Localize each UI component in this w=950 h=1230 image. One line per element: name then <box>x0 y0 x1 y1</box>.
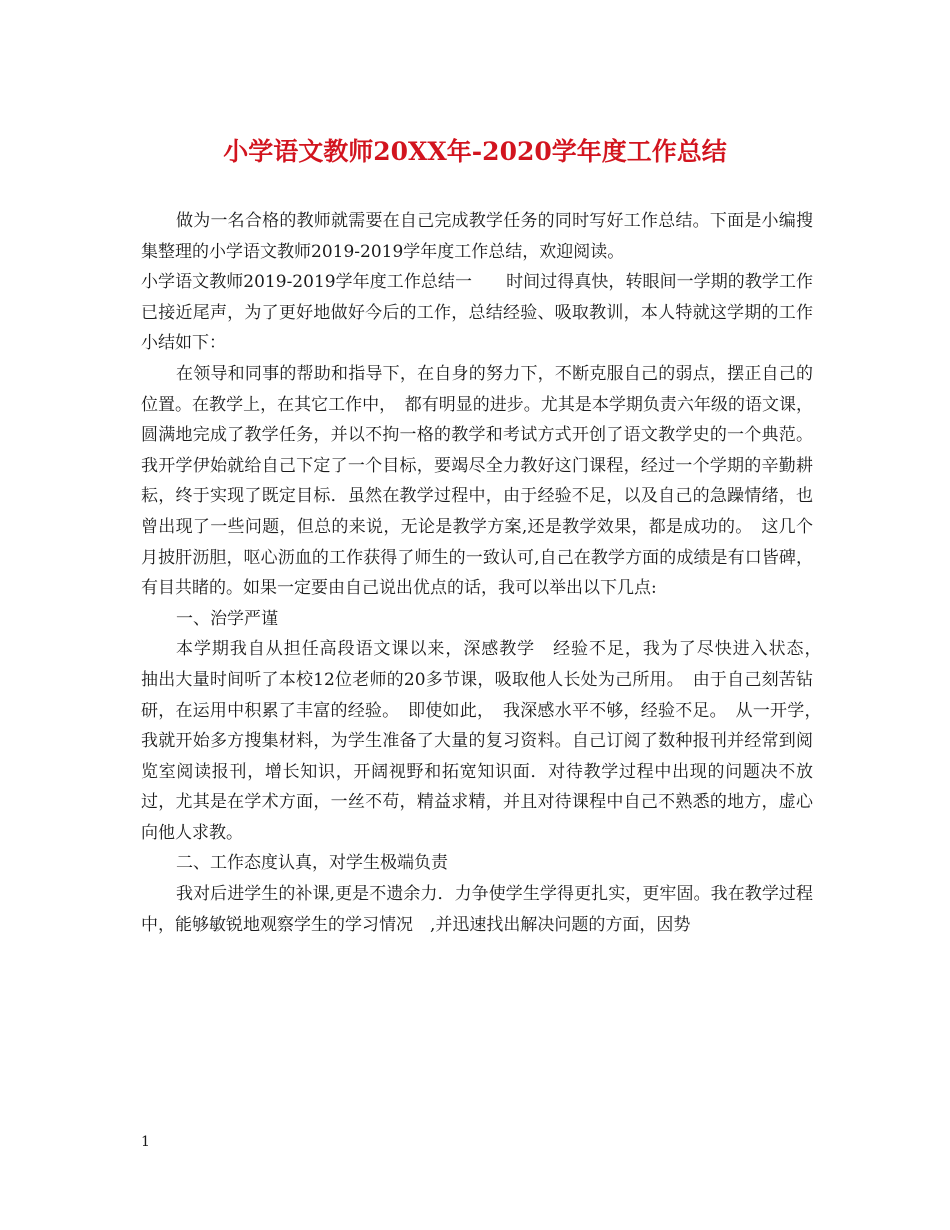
paragraph-intro: 做为一名合格的教师就需要在自己完成教学任务的同时写好工作总结。下面是小编搜集整理的小学语文教师2019-2019学年度工作总结，欢迎阅读。 <box>141 211 813 262</box>
paragraph-summary-one: 小学语文教师2019-2019学年度工作总结一 时间过得真快，转眼间一学期的教学工作已接近尾声，为了更好地做好今后的工作，总结经验、吸取教训，本人特就这学期的工作小结如下： <box>141 272 813 354</box>
paragraph-rigorous-study: 本学期我自从担任高段语文课以来，深感教学 经验不足，我为了尽快进入状态， 抽出大量时间听了本校12位老师的20多节课，吸取他人长处为己所用。 由于自己刻苦钻研，在运用中积累了丰富的经验。 即使如此， 我深感水平不够，经验不足。 从一开学， 我就开始多方搜集材料，为学生准备了大量的复习资料。自己订阅了数种报刊并经常到阅览室阅读报刊，增长知识，开阔视野和拓宽知识面．对待教学过程中出现的问题决不放过，尤其是在学术方面，一丝不苟，精益求精，并且对待课程中自己不熟悉的地方，虚心向他人求教。 <box>141 639 830 843</box>
paragraph-work-attitude: 我对后进学生的补课,更是不遗余力．力争使学生学得更扎实，更牢固。我在教学过程中，能够敏锐地观察学生的学习情况 ,并迅速找出解决问题的方面，因势 <box>141 884 813 935</box>
page-number: 1 <box>141 1134 150 1150</box>
section-heading-work-attitude: 二、工作态度认真，对学生极端负责 <box>176 853 448 874</box>
document-body <box>141 206 830 940</box>
section-heading-rigorous-study: 一、治学严谨 <box>176 608 278 629</box>
document-title: 小学语文教师20XX年-2020学年度工作总结 <box>223 137 727 166</box>
paragraph-progress: 在领导和同事的帮助和指导下，在自身的努力下，不断克服自己的弱点，摆正自己的位置。在教学上，在其它工作中， 都有明显的进步。尤其是本学期负责六年级的语文课，圆满地完成了教学任务，并以不拘一格的教学和考试方式开创了语文教学史的一个典范。我开学伊始就给自己下定了一个目标，要竭尽全力教好这门课程，经过一个学期的辛勤耕耘，终于实现了既定目标．虽然在教学过程中，由于经验不足，以及自己的急躁情绪，也曾出现了一些问题，但总的来说，无论是教学方案,还是教学效果，都是成功的。 这几个月披肝沥胆，呕心沥血的工作获得了师生的一致认可,自己在教学方面的成绩是有口皆碑，有目共睹的。如果一定要由自己说出优点的话，我可以举出以下几点: <box>141 363 813 599</box>
